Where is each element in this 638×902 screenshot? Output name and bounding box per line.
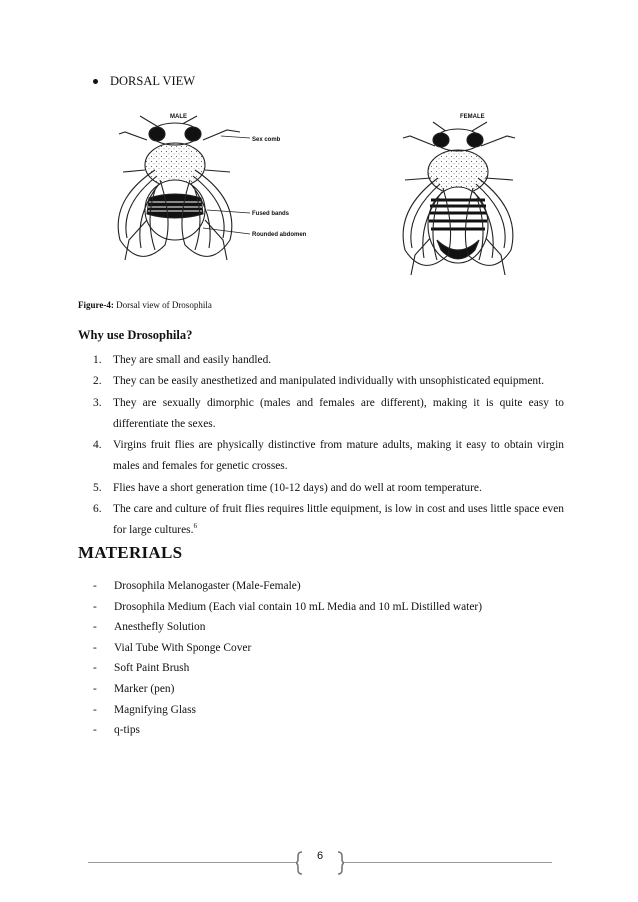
list-item: - Drosophila Melanogaster (Male-Female) [93,576,482,597]
list-item: 3. They are sexually dimorphic (males and females are different), making it is quite easy to differentiate the sexes. [93,396,564,430]
list-item: - Soft Paint Brush [93,658,482,679]
section-bullet: DORSAL VIEW [93,74,195,89]
drosophila-figure [115,110,555,285]
list-item: 1. They are small and easily handled. [93,354,272,366]
dash-icon: - [93,580,97,592]
female-fly-drawing [403,122,515,275]
dash-icon: - [93,662,97,675]
dash-icon: - [93,724,97,737]
list-item: - Anesthefly Solution [93,617,482,638]
bullet-dot-icon [93,79,98,84]
sex-comb-label: Sex comb [252,137,281,143]
list-item: - Magnifying Glass [93,700,482,721]
figure-caption-prefix: Figure-4: [78,300,114,310]
dash-icon: - [93,703,97,716]
footer-rule-right [344,862,552,863]
figure-caption-text: Dorsal view of Drosophila [113,300,212,310]
footer-rule-left [88,862,296,863]
list-item: - Vial Tube With Sponge Cover [93,638,482,659]
page-number: 6 [316,850,324,862]
male-fly-drawing [118,116,250,260]
list-item: 5. Flies have a short generation time (10-12 days) and do well at room temperature. [93,481,482,494]
dash-icon: - [93,621,97,634]
reasons-list [78,350,564,542]
dash-icon: - [93,682,97,695]
male-label: MALE [170,114,187,120]
list-item: 2. They can be easily anesthetized and manipulated individually with unsophisticated equipment. [93,375,545,388]
fused-bands-label: Fused bands [252,211,290,217]
list-item: 6. The care and culture of fruit flies requires little equipment, is low in cost and uses little space even for large cultures.$^6$ [93,503,564,537]
list-item: - q-tips [93,720,482,741]
materials-list [93,576,482,741]
female-label: FEMALE [460,114,485,120]
materials-heading: MATERIALS [78,543,183,562]
dash-icon: - [93,600,97,613]
dash-icon: - [93,641,97,654]
figure-caption [78,300,212,310]
list-item: - Marker (pen) [93,679,482,700]
why-heading: Why use Drosophila? [78,328,193,342]
reference-superscript: 6 [193,522,197,531]
list-item: - Drosophila Medium (Each vial contain 10 mL Media and 10 mL Distilled water) [93,597,482,618]
rounded-abdomen-label: Rounded abdomen [252,232,307,238]
list-item: 4. Virgins fruit flies are physically distinctive from mature adults, making it easy to obtain virgin males and females for genetic crosses. [93,439,564,473]
